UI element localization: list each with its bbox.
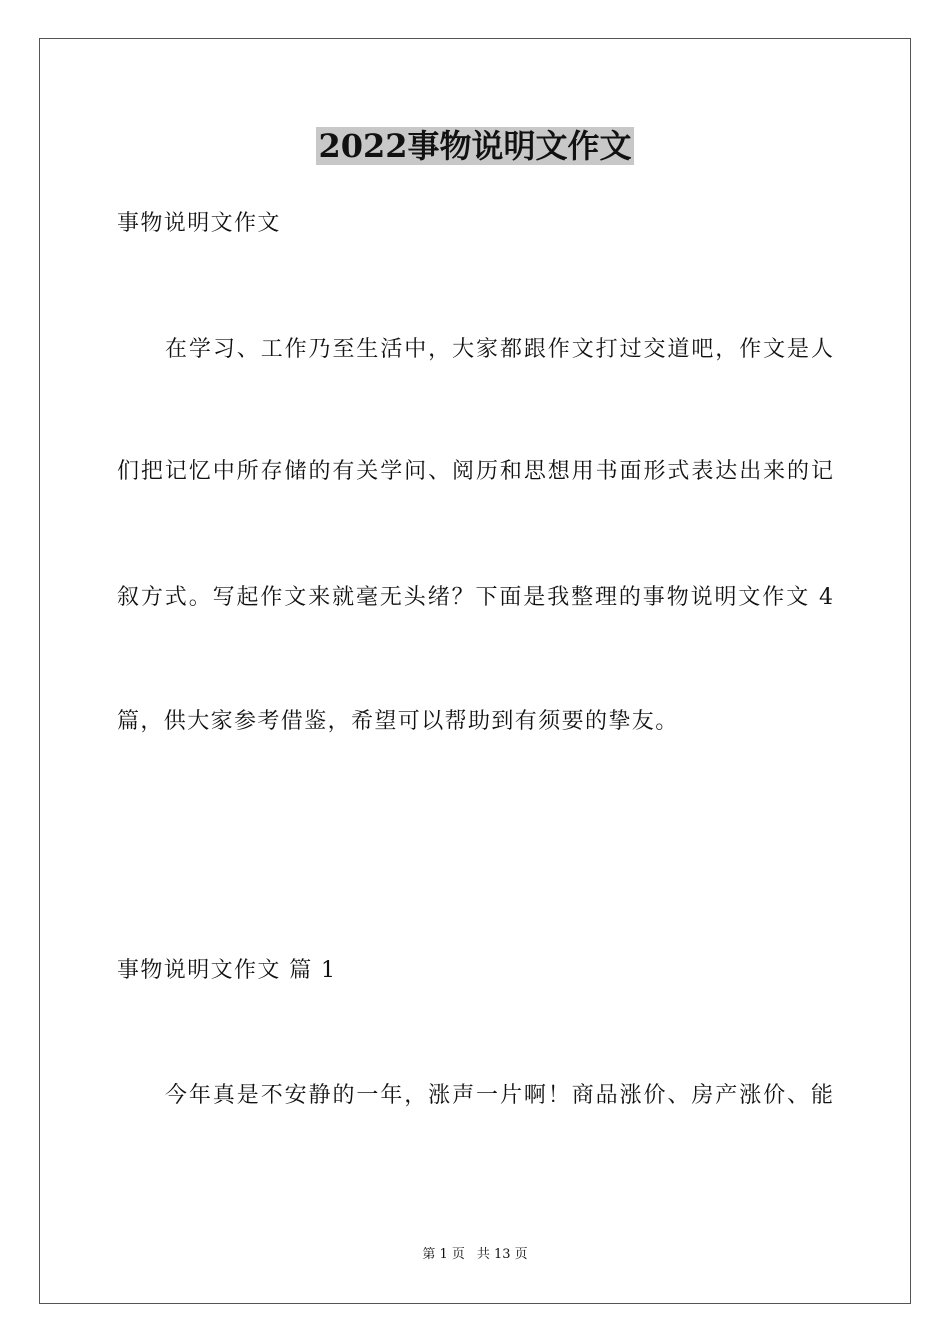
paragraph-line: 叙方式。写起作文来就毫无头绪？下面是我整理的事物说明文作文 4 bbox=[117, 585, 833, 610]
document-title-text: 2022事物说明文作文 bbox=[318, 127, 632, 165]
page-number: 第 1 页 bbox=[422, 1247, 465, 1262]
paragraph-line: 今年真是不安静的一年，涨声一片啊！商品涨价、房产涨价、能 bbox=[165, 1083, 833, 1108]
page-total: 共 13 页 bbox=[476, 1247, 528, 1262]
document-title bbox=[0, 124, 950, 168]
paragraph-line: 篇，供大家参考借鉴，希望可以帮助到有须要的挚友。 bbox=[117, 709, 679, 734]
section-heading: 事物说明文作文 篇 1 bbox=[117, 958, 337, 983]
page-footer bbox=[0, 1246, 950, 1264]
paragraph-line: 在学习、工作乃至生活中，大家都跟作文打过交道吧，作文是人 bbox=[165, 337, 833, 362]
paragraph-line: 们把记忆中所存储的有关学问、阅历和思想用书面形式表达出来的记 bbox=[117, 459, 833, 484]
document-subtitle: 事物说明文作文 bbox=[117, 211, 281, 236]
